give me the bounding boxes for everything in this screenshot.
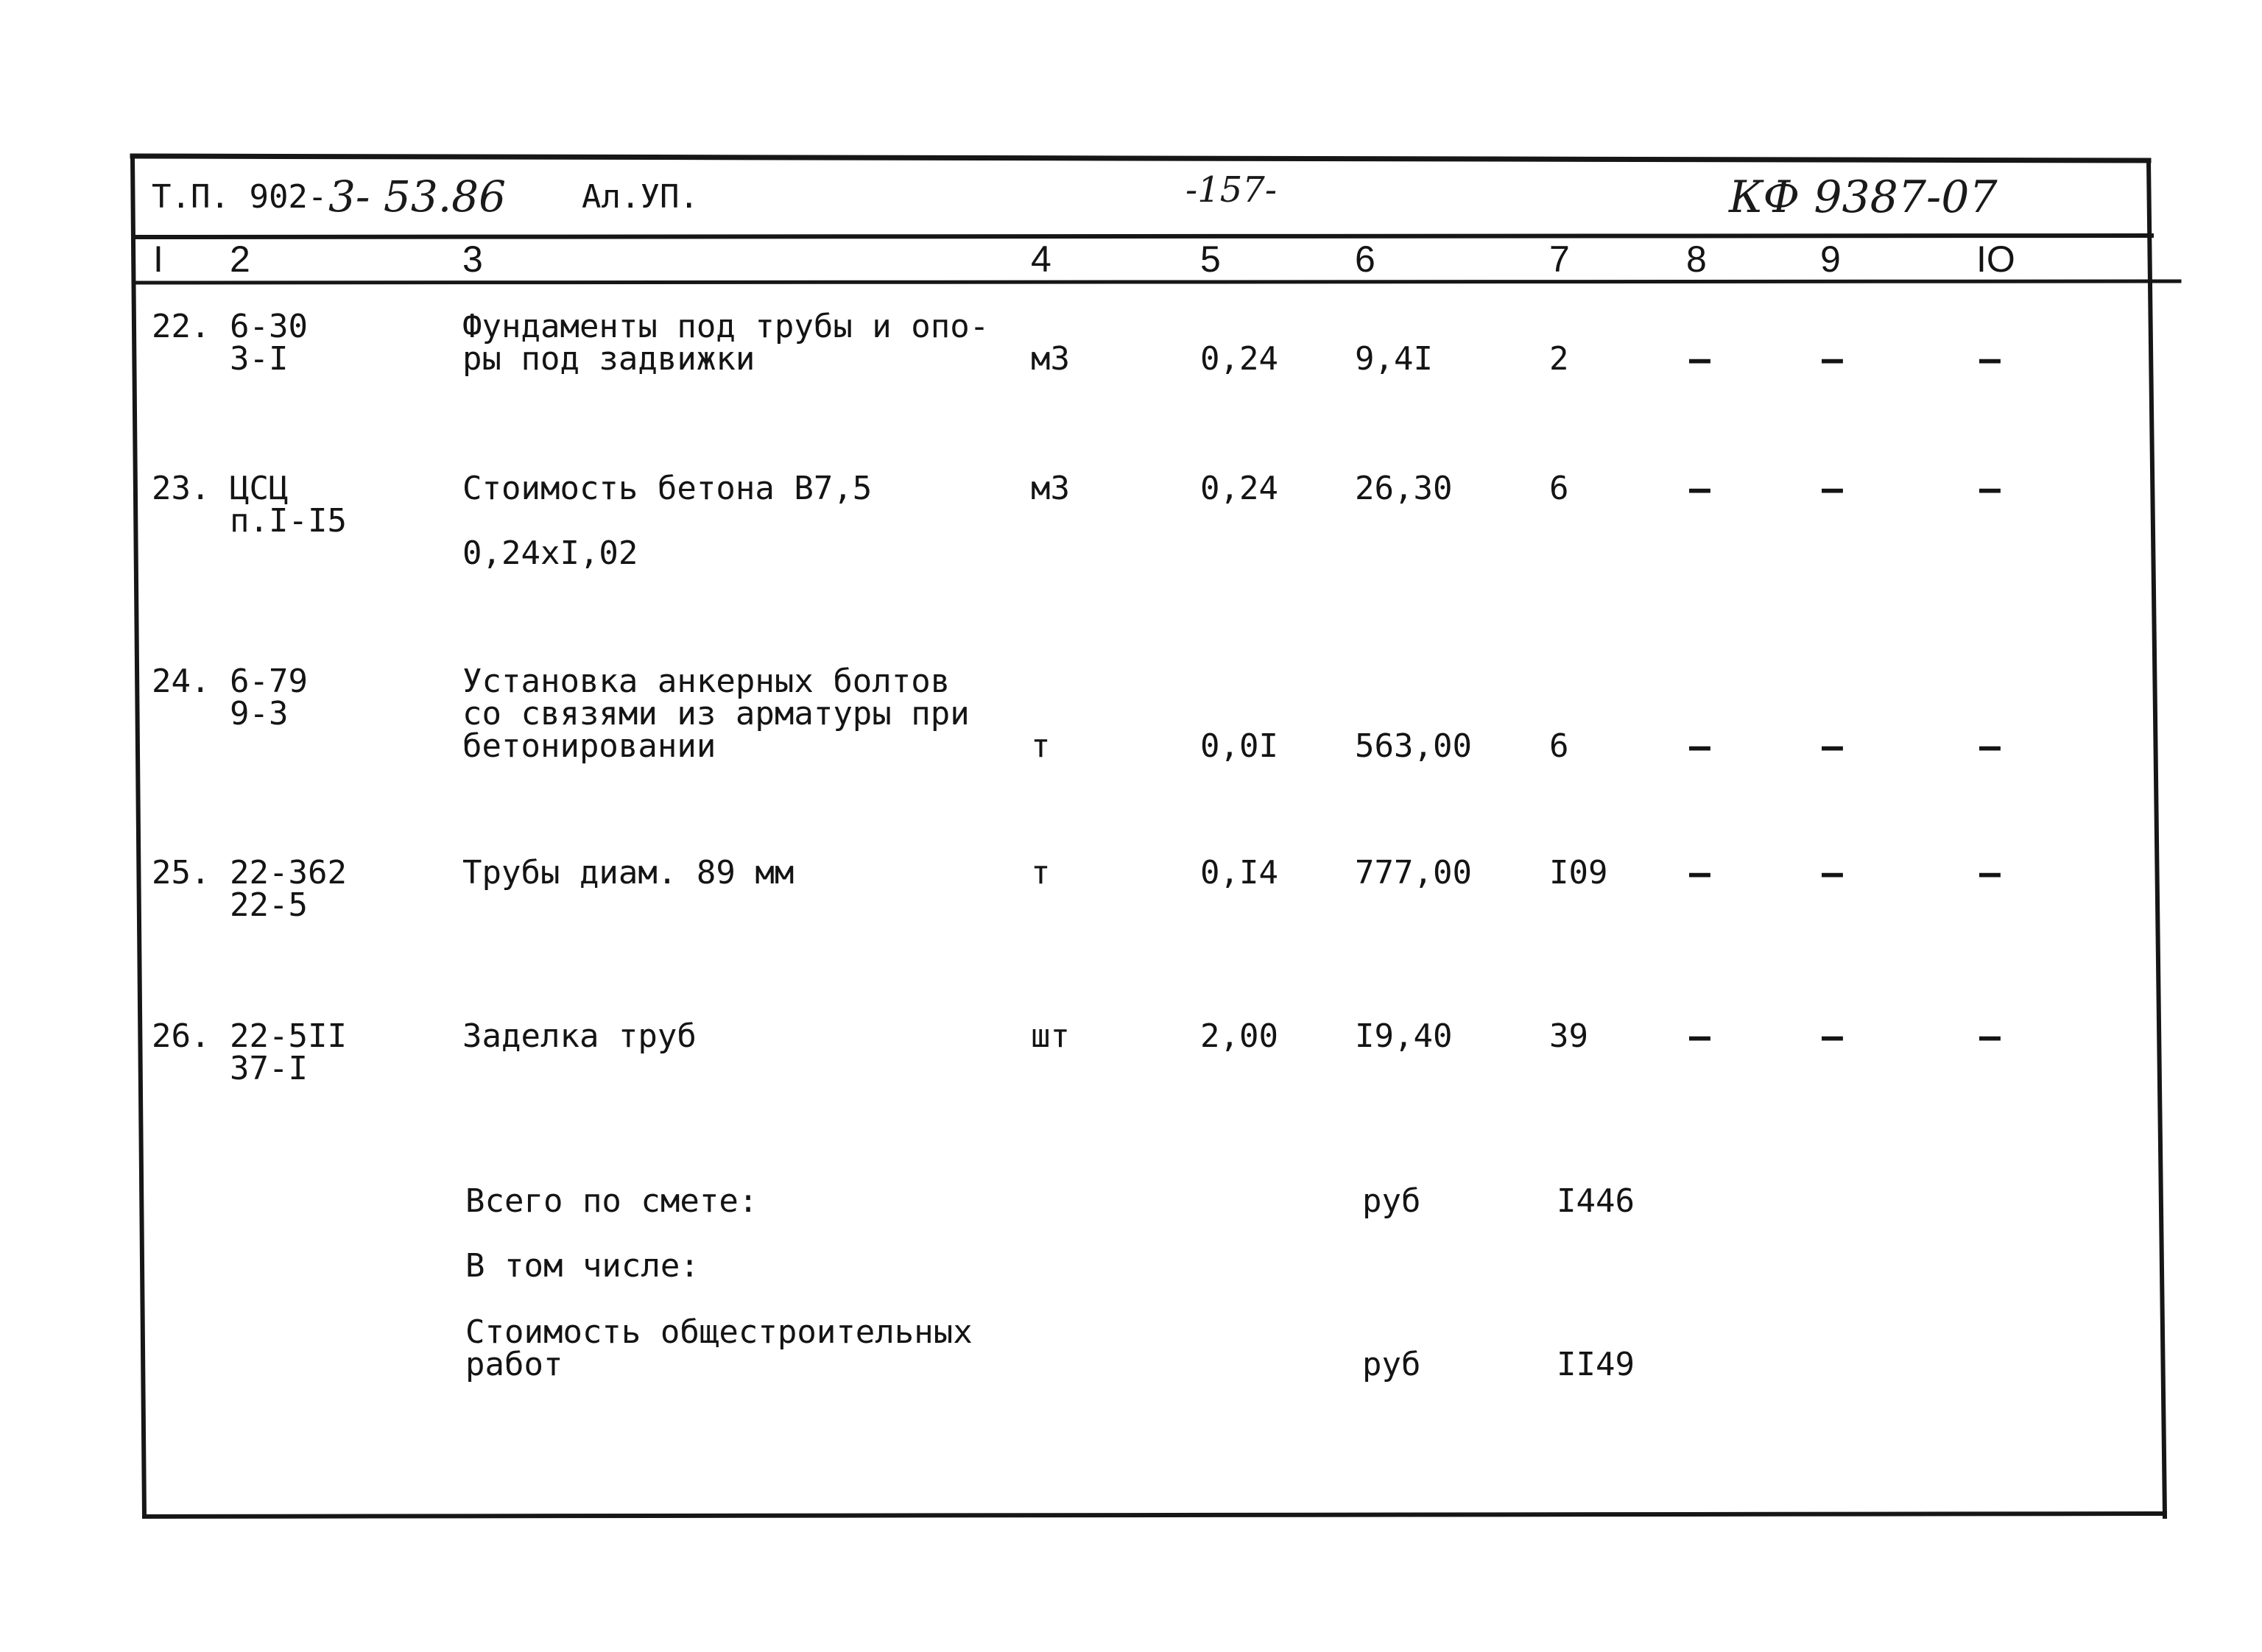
- quantity-cell: 0,24: [1200, 470, 1278, 507]
- item-description-line1: Стоимость бетона В7,5: [462, 470, 873, 507]
- col10-cell: –: [1979, 339, 2001, 380]
- general-works-value: II49: [1557, 1346, 1635, 1383]
- item-description-line1: Заделка труб: [462, 1017, 697, 1055]
- item-description-line1: Фундаменты под трубы и опо-: [462, 308, 990, 345]
- including-label: В том числе:: [465, 1247, 700, 1285]
- general-works-label-line1: Стоимость общестроительных: [465, 1313, 973, 1351]
- page-number: -157-: [1185, 169, 1278, 211]
- row-number: 24.: [152, 663, 211, 700]
- quantity-cell: 2,00: [1200, 1017, 1278, 1055]
- col9-cell: –: [1822, 339, 1843, 380]
- total-cost-cell: 2: [1549, 340, 1569, 378]
- item-formula: 0,24хI,02: [462, 534, 638, 572]
- item-description-line2: ры под задвижки: [462, 340, 755, 378]
- unit-price-cell: 9,4I: [1355, 340, 1433, 378]
- col8-cell: –: [1689, 726, 1710, 767]
- quantity-cell: 0,I4: [1200, 854, 1278, 892]
- quantity-cell: 0,0I: [1200, 727, 1278, 765]
- album-label: Ал.УП.: [582, 178, 699, 216]
- column-header-5: 5: [1200, 239, 1221, 280]
- frame-top-border: [133, 156, 2149, 160]
- col10-cell: –: [1979, 468, 2001, 509]
- header-separator-line: [135, 236, 2152, 237]
- column-header-10: IO: [1976, 239, 2015, 280]
- col8-cell: –: [1689, 853, 1710, 894]
- col10-cell: –: [1979, 726, 2001, 767]
- unit-cell: м3: [1031, 340, 1070, 378]
- column-header-1: I: [153, 239, 163, 280]
- col9-cell: –: [1822, 726, 1843, 767]
- frame-left-border: [133, 156, 144, 1517]
- column-header-7: 7: [1549, 239, 1570, 280]
- unit-cell: т: [1031, 727, 1051, 765]
- item-description-line3: бетонировании: [462, 727, 716, 765]
- price-code-line1: ЦСЦ: [230, 470, 289, 507]
- total-cost-cell: 6: [1549, 727, 1569, 765]
- item-description-line1: Трубы диам. 89 мм: [462, 854, 794, 892]
- row-number: 23.: [152, 470, 211, 507]
- column-header-8: 8: [1686, 239, 1707, 280]
- price-code-line2: 3-I: [230, 340, 289, 378]
- frame-right-border: [2149, 160, 2165, 1517]
- total-cost-cell: 6: [1549, 470, 1569, 507]
- row-number: 26.: [152, 1017, 211, 1055]
- price-code-line2: 37-I: [230, 1050, 308, 1087]
- total-cost-cell: 39: [1549, 1017, 1588, 1055]
- price-code-line2: п.I-I5: [230, 502, 347, 540]
- general-works-label-line2: работ: [465, 1346, 563, 1383]
- col10-cell: –: [1979, 853, 2001, 894]
- col8-cell: –: [1689, 468, 1710, 509]
- document-code: КФ 9387-07: [1729, 172, 1998, 223]
- price-code-line1: 22-362: [230, 854, 347, 892]
- unit-price-cell: 563,00: [1355, 727, 1472, 765]
- unit-cell: т: [1031, 854, 1051, 892]
- price-code-line1: 6-30: [230, 308, 308, 345]
- unit-price-cell: 777,00: [1355, 854, 1472, 892]
- col9-cell: –: [1822, 468, 1843, 509]
- col8-cell: –: [1689, 1016, 1710, 1057]
- price-code-line1: 6-79: [230, 663, 308, 700]
- total-value: I446: [1557, 1182, 1635, 1220]
- column-header-4: 4: [1031, 239, 1051, 280]
- row-number: 22.: [152, 308, 211, 345]
- quantity-cell: 0,24: [1200, 340, 1278, 378]
- col9-cell: –: [1822, 1016, 1843, 1057]
- column-header-6: 6: [1355, 239, 1375, 280]
- item-description-line1: Установка анкерных болтов: [462, 663, 951, 700]
- item-description-line2: со связями из арматуры при: [462, 695, 970, 733]
- price-code-line1: 22-5II: [230, 1017, 347, 1055]
- unit-price-cell: I9,40: [1355, 1017, 1453, 1055]
- tp-number-handwritten: 3- 53.86: [328, 172, 506, 222]
- tp-number-prefix: Т.П. 902-: [152, 178, 328, 216]
- col8-cell: –: [1689, 339, 1710, 380]
- column-header-3: 3: [462, 239, 483, 280]
- total-label: Всего по смете:: [465, 1182, 758, 1220]
- price-code-line2: 9-3: [230, 695, 289, 733]
- general-works-unit: руб: [1362, 1346, 1421, 1383]
- col10-cell: –: [1979, 1016, 2001, 1057]
- column-header-9: 9: [1820, 239, 1841, 280]
- unit-price-cell: 26,30: [1355, 470, 1453, 507]
- frame-bottom-border: [144, 1514, 2165, 1517]
- unit-cell: м3: [1031, 470, 1070, 507]
- price-code-line2: 22-5: [230, 886, 308, 924]
- column-header-2: 2: [230, 239, 250, 280]
- col9-cell: –: [1822, 853, 1843, 894]
- total-cost-cell: I09: [1549, 854, 1608, 892]
- unit-cell: шт: [1031, 1017, 1070, 1055]
- total-unit: руб: [1362, 1182, 1421, 1220]
- row-number: 25.: [152, 854, 211, 892]
- column-header-underline: [135, 281, 2180, 283]
